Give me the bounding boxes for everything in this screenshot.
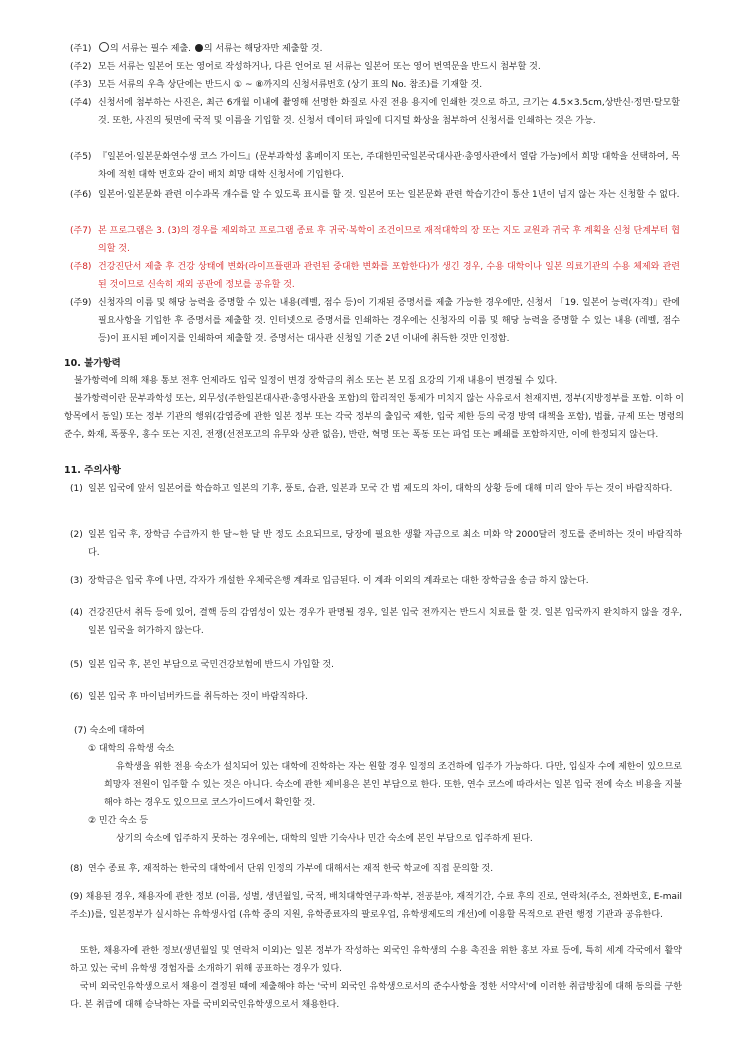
item-7-sub-1-text: 유학생을 위한 전용 숙소가 설치되어 있는 대학에 진학하는 자는 원할 경우 일정의 조건하에 입주가 가능하다. 다만, 입실자 수에 제한이 있으므로 희망자 전원이 입주할 수 있는 것은 아니다. 숙소에 관한 제비용은 본인 부담으로 한다. 또한, 연수 코스에 따라서는 일본 입국 전에 숙소 비용을 지불해야 하는 경우도 있으므로 코스가이드에서 확인할 것. [104,762,682,808]
section-10-heading: 10. 불가항력 [64,358,121,369]
list-item: (1) 일본 입국에 앞서 일본어를 학습하고 일본의 기후, 풍토, 습관, 일본과 모국 간 법 제도의 차이, 대학의 상황 등에 대해 미리 알아 두는 것이 바람직하다. [70,484,673,494]
list-item: (5) 일본 입국 후, 본인 부담으로 국민건강보험에 반드시 가입할 것. [70,660,334,670]
item-9-paragraph-2: 또한, 채용자에 관한 정보(생년월일 및 연락처 이외)는 일본 정부가 작성하는 외국인 유학생의 수용 촉진을 위한 홍보 자료 등에, 특히 세계 각국에서 활약하고 있는 국비 유학생 경험자를 소개하기 위해 공표하는 경우가 있다. [70,946,682,974]
filled-circle-icon [195,44,203,52]
note-2: (주2) 모든 서류는 일본어 또는 영어로 작성하거나, 다른 언어로 된 서류는 일본어 또는 영어 번역문을 반드시 첨부할 것. [70,62,541,72]
note-1: (주1) 의 서류는 필수 제출. 의 서류는 해당자만 제출할 것. [70,40,680,58]
section-10-paragraph-1: 불가항력에 의해 채용 통보 전후 언제라도 입국 일정이 변경 장학금의 취소 또는 본 모집 요강의 기재 내용이 변경될 수 있다. [74,376,558,386]
section-11-heading: 11. 주의사항 [64,465,121,476]
item-7-sub-2-text: 상기의 숙소에 입주하지 못하는 경우에는, 대학의 일반 기숙사나 민간 숙소에 본인 부담으로 입주하게 된다. [116,834,533,844]
item-7-heading: (7) 숙소에 대하여 [74,726,145,736]
note-3: (주3) 모든 서류의 우측 상단에는 반드시 ① ~ ⑧까지의 신청서류번호 (상기 표의 No. 참조)를 기재할 것. [70,80,483,90]
note-key: (주1) [70,44,92,54]
note-7: (주7) 본 프로그램은 3. (3)의 경우를 제외하고 프로그램 종료 후 귀국·복학이 조건이므로 재적대학의 장 또는 지도 교원과 귀국 후 계획을 신청 단계부터 협의할 것. [70,226,680,254]
note-5: (주5) 『일본어·일본문화연수생 코스 가이드』(문부과학성 홈페이지 또는, 주대한민국일본국대사관·총영사관에서 열람 가능)에서 희망 대학을 선택하여, 목차에 적힌 대학 번호와 같이 배치 희망 대학 신청서에 기입한다. [70,152,680,180]
note-9: (주9) 신청자의 이름 및 해당 능력을 증명할 수 있는 내용(레벨, 점수 등)이 기재된 증명서를 제출 가능한 경우에만, 신청서 「19. 일본어 능력(자격)」란에 필요사항을 기입한 후 증명서를 제출할 것. 인터넷으로 증명서를 인쇄하는 경우에는 신청자의 이름 및 해당 능력을 증명할 수 있는 내용 (레벨, 점수 등)이 표시된 페이지를 인쇄하여 제출할 것. 증명서는 대사관 신청일 기준 2년 이내에 취득한 것만 인정함. [70,298,680,344]
section-10-paragraph-2: 불가항력이란 문부과학성 또는, 외무성(주한일본대사관·총영사관을 포함)의 합리적인 통제가 미치지 않는 사유로서 천재지변, 정부(지방정부를 포함. 이하 이 항목에서 동일) 또는 정부 기관의 행위(감염증에 관한 일본 정부 또는 각국 정부의 출입국 제한, 입국 제한 등의 국경 방역 대책을 포함), 법률, 규제 또는 명령의 준수, 화재, 폭풍우, 홍수 또는 지진, 전쟁(선전포고의 유무와 상관 없음), 반란, 혁명 또는 폭동 또는 파업 또는 폐쇄를 포함하지만, 이에 한정되지 않는다. [64,394,684,440]
list-item: (3) 장학금은 입국 후에 나면, 각자가 개설한 우체국은행 계좌로 입금된다. 이 계좌 이외의 계좌로는 대한 장학금을 송금 하지 않는다. [70,576,589,586]
list-item: (4) 건강진단서 취득 등에 있어, 결핵 등의 감염성이 있는 경우가 판명될 경우, 일본 입국 전까지는 반드시 치료를 할 것. 일본 입국까지 완치하지 않을 경우, 일본 입국을 허가하지 않는다. [70,608,682,636]
list-item: (6) 일본 입국 후 마이넘버카드를 취득하는 것이 바람직하다. [70,692,308,702]
note-6: (주6) 일본어·일본문화 관련 이수과목 개수를 알 수 있도록 표시를 할 것. 일본어 또는 일본문화 관련 학습기간이 통산 1년이 넘지 않는 자는 신청할 수 없다. [70,190,680,200]
item-9-paragraph-3: 국비 외국인유학생으로서 채용이 결정된 때에 제출해야 하는 '국비 외국인 유학생으로서의 준수사항을 정한 서약서'에 이러한 취급방침에 대해 동의를 구한다. 본 취급에 대해 승낙하는 자를 국비외국인유학생으로서 채용한다. [70,982,682,1010]
list-item: (2) 일본 입국 후, 장학금 수급까지 한 달~한 달 반 정도 소요되므로, 당장에 필요한 생활 자금으로 최소 미화 약 2000달러 정도를 준비하는 것이 바람직하다. [70,530,682,558]
item-7-sub-1-title: ① 대학의 유학생 숙소 [88,744,175,754]
item-7-sub-2-title: ② 민간 숙소 등 [88,816,149,826]
open-circle-icon [99,42,109,52]
note-8: (주8) 건강진단서 제출 후 건강 상태에 변화(라이프플랜과 관련된 중대한 변화를 포함한다)가 생긴 경우, 수용 대학이나 일본 의료기관의 수용 체제와 관련된 것이므로 신속히 재외 공관에 정보를 공유할 것. [70,262,680,290]
note-4: (주4) 신청서에 첨부하는 사진은, 최근 6개월 이내에 촬영해 선명한 화질로 사진 전용 용지에 인쇄한 것으로 하고, 크기는 4.5×3.5cm,상반신·정면·탈모할 것. 또한, 사진의 뒷면에 국적 및 이름을 기입할 것. 신청서 데이터 파일에 디지털 화상을 첨부하여 신청서를 인쇄하는 것은 가능. [70,98,680,126]
item-9-paragraph-1: (9) 채용된 경우, 채용자에 관한 정보 (이름, 성별, 생년월일, 국적, 배치대학연구과·학부, 전공분야, 재적기간, 수료 후의 진로, 연락처(주소, 전화번호, E-mail 주소))를, 일본정부가 실시하는 유학생사업 (유학 중의 지원, 유학종료자의 팔로우업, 유학생제도의 개선)에 이용할 목적으로 관련 행정 기관과 공유한다. [70,892,683,920]
list-item: (8) 연수 종료 후, 재적하는 한국의 대학에서 단위 인정의 가부에 대해서는 재적 한국 학교에 직접 문의할 것. [70,864,494,874]
